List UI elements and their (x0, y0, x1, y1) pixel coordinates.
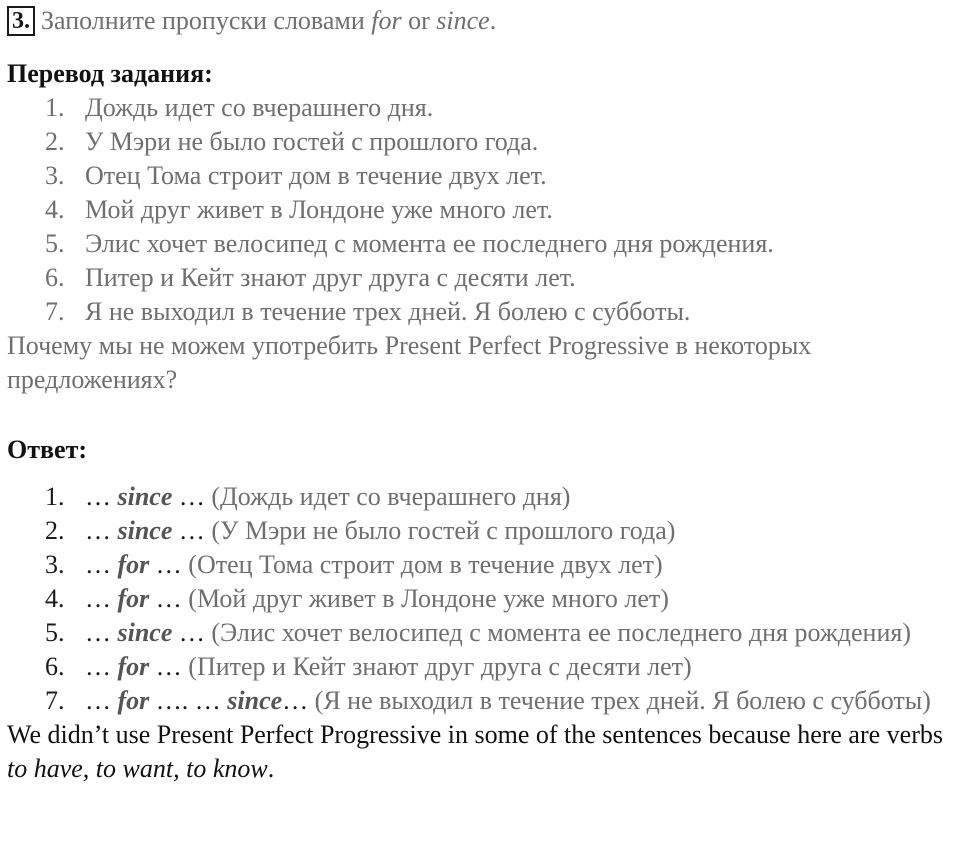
answer-keyword: since (117, 482, 173, 511)
item-number: 4. (45, 195, 65, 224)
item-text: Я не выходил в течение трех дней. Я болею с субботы. (85, 297, 691, 326)
item-number: 1. (45, 482, 65, 511)
task-instruction (41, 4, 496, 38)
answer-item (7, 684, 957, 718)
item-number: 3. (45, 161, 65, 190)
conclusion-end: . (267, 754, 275, 783)
answer-suffix: … (172, 618, 212, 647)
answer-suffix: … (149, 550, 189, 579)
item-number: 7. (45, 686, 65, 715)
translation-list (7, 91, 957, 329)
conclusion-text: We didn’t use Present Perfect Progressive in some of the sentences because here are verbs (7, 720, 943, 749)
answer-suffix: …. … (149, 686, 228, 715)
instruction-end: . (489, 6, 497, 35)
item-number: 5. (45, 618, 65, 647)
conclusion (7, 718, 960, 786)
item-number: 3. (45, 550, 65, 579)
answer-prefix: … (85, 686, 118, 715)
answer-translation: (У Мэри не было гостей с прошлого года) (211, 516, 676, 545)
item-number: 2. (45, 127, 65, 156)
translation-item (7, 295, 957, 329)
item-number: 2. (45, 516, 65, 545)
answer-item (7, 480, 957, 514)
answer-prefix: … (85, 584, 118, 613)
answer-keyword-second: since (227, 686, 283, 715)
translation-item (7, 125, 957, 159)
instruction-or: or (408, 6, 430, 35)
answer-keyword: since (117, 516, 173, 545)
answer-prefix: … (85, 652, 118, 681)
answer-translation: (Я не выходил в течение трех дней. Я болею с субботы) (314, 686, 931, 715)
translation-question: Почему мы не можем употребить Present Perfect Progressive в некоторых предложениях? (7, 331, 812, 394)
instruction-before: Заполните пропуски словами (41, 6, 365, 35)
item-text: Элис хочет велосипед с момента ее последнего дня рождения. (85, 229, 774, 258)
item-text: Мой друг живет в Лондоне уже много лет. (85, 195, 553, 224)
answer-translation: (Мой друг живет в Лондоне уже много лет) (188, 584, 669, 613)
answer-suffix: … (172, 482, 212, 511)
task-header (7, 3, 957, 39)
answer-suffix: … (149, 584, 189, 613)
answer-translation: (Отец Тома строит дом в течение двух лет) (188, 550, 663, 579)
answer-keyword: for (117, 686, 150, 715)
item-number: 5. (45, 229, 65, 258)
translation-item (7, 261, 957, 295)
answer-keyword: for (117, 652, 150, 681)
item-number: 7. (45, 297, 65, 326)
answer-item (7, 514, 957, 548)
answer-title: Ответ: (7, 435, 88, 464)
answer-suffix: … (172, 516, 212, 545)
answer-keyword: since (117, 618, 173, 647)
answer-item (7, 616, 957, 650)
item-number: 6. (45, 652, 65, 681)
translation-item (7, 159, 957, 193)
answer-prefix: … (85, 550, 118, 579)
word-for: for (371, 6, 402, 35)
answer-translation: (Питер и Кейт знают друг друга с десяти лет) (188, 652, 692, 681)
answer-keyword: for (117, 584, 150, 613)
answer-translation: (Элис хочет велосипед с момента ее последнего дня рождения) (211, 618, 912, 647)
answer-prefix: … (85, 618, 118, 647)
answer-prefix: … (85, 516, 118, 545)
answer-list (7, 480, 957, 718)
answer-item (7, 582, 957, 616)
item-text: Дождь идет со вчерашнего дня. (85, 93, 434, 122)
item-number: 6. (45, 263, 65, 292)
translation-item (7, 227, 957, 261)
answer-keyword: for (117, 550, 150, 579)
page (7, 3, 957, 786)
task-number: 3. (7, 6, 35, 36)
translation-item (7, 91, 957, 125)
item-text: Отец Тома строит дом в течение двух лет. (85, 161, 547, 190)
item-number: 1. (45, 93, 65, 122)
item-text: У Мэри не было гостей с прошлого года. (85, 127, 539, 156)
answer-item (7, 650, 957, 684)
conclusion-verbs: to have, to want, to know (7, 754, 268, 783)
answer-suffix: … (149, 652, 189, 681)
translation-title: Перевод задания: (7, 59, 213, 88)
answer-translation: (Дождь идет со вчерашнего дня) (211, 482, 571, 511)
word-since: since (436, 6, 490, 35)
answer-item (7, 548, 957, 582)
item-text: Питер и Кейт знают друг друга с десяти лет. (85, 263, 576, 292)
answer-suffix-second: … (282, 686, 315, 715)
answer-prefix: … (85, 482, 118, 511)
item-number: 4. (45, 584, 65, 613)
translation-item (7, 193, 957, 227)
